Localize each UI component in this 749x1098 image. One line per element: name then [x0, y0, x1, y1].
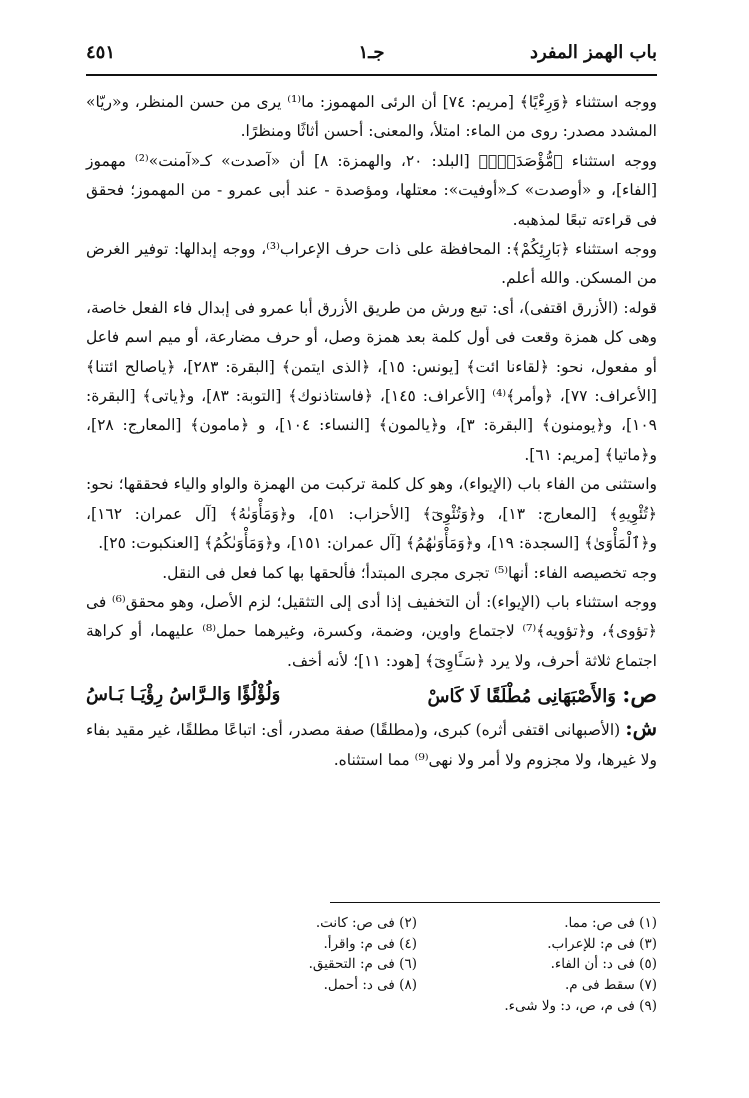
footnote-row — [170, 913, 657, 934]
verse-label: ص: — [622, 682, 657, 709]
paragraph-3: ووجه استثناء ﴿بَارِئِكُمْ﴾: المحافظة على ذات حرف الإعراب⁽³⁾، ووجه إبدالها: توفير الغرض من المسكن. والله أعلم. — [86, 240, 658, 288]
footnote-1: (١) فى ص: مما. — [564, 915, 657, 931]
footnote-2: (٢) فى ص: كانت. — [315, 915, 417, 931]
paragraph-2: ووجه استثناء ﴿مُّؤْصَدَةٌۢ﴾ [البلد: ٢٠، والهمزة: ٨] أن «آصدت» كـ«آمنت»⁽²⁾ مهموز [الفاء]، و «أوصدت» كـ«أوفيت»: معتلها، ومؤصدة - عند أبى عمرو - من المهموز؛ فحقق فى قراءته تبعًا لمذهبه. — [86, 151, 657, 229]
commentary-label: ش: — [625, 716, 657, 741]
verse-right-hemistich: ص: وَالأَصْبَهَانِى مُطْلَقًا لَا كَاسْ — [427, 682, 657, 709]
paragraph-1: ووجه استثناء ﴿وَرِءْيًا﴾ [مريم: ٧٤] أن الرئى المهموز: ما⁽¹⁾ يرى من حسن المنظر، و«ريّا» المشدد مصدر: روى من الماء: امتلأ، والمعنى: أحسن أثاثًا ومنظرًا. — [86, 93, 657, 141]
footnote-divider — [330, 902, 660, 903]
footnote-6: (٦) فى م: التحقيق. — [308, 956, 417, 973]
footnote-7: (٧) سقط فى م. — [564, 977, 657, 994]
commentary-paragraph — [86, 714, 657, 775]
poem-verse — [86, 678, 657, 714]
paragraph-7: ووجه استثناء باب (الإيواء): أن التخفيف إذا أدى إلى التثقيل؛ لزم الأصل، وهو محقق⁽⁶⁾ فى ﴿تؤوى﴾، و﴿تؤويه﴾⁽⁷⁾ لاجتماع واوين، وضمة، وكسرة، وغيرهما حمل⁽⁸⁾ عليهما، أو كراهة اجتماع ثلاثة أحرف، ولا يرد ﴿سَـَٔاوِىٓ﴾ [هود: ١١]؛ لأنه أخف. — [86, 592, 658, 670]
footnote-row — [170, 996, 657, 1017]
main-text — [86, 88, 657, 775]
page-header — [86, 40, 657, 76]
footnote-row — [170, 934, 657, 955]
page-number: ٤٥١ — [86, 42, 116, 63]
volume-label: جـ١ — [358, 42, 385, 63]
footnote-4: (٤) فى م: واقرأ. — [323, 935, 417, 952]
footnote-5: (٥) فى د: أن الفاء. — [550, 956, 657, 973]
paragraph-4: قوله: (الأزرق اقتفى)، أى: تبع ورش من طريق الأزرق أبا عمرو فى إبدال فاء الفعل خاصة، وهى كل همزة وقعت فى أول كلمة بعد همزة وصل، أو حرف مضارعة، أو ميم اسم فاعل أو مفعول، نحو: ﴿لقاءنا ائت﴾ [يونس: ١٥]، ﴿الذى ايتمن﴾ [البقرة: ٢٨٣]، ﴿ياصالح ائتنا﴾ [الأعراف: ٧٧]، ﴿وأمر﴾⁽⁴⁾ [الأعراف: ١٤٥]، ﴿فاستاذنوك﴾ [التوبة: ٨٣]، و﴿ياتى﴾ [البقرة: ١٠٩]، و﴿يومنون﴾ [البقرة: ٣]، و﴿يالمون﴾ [النساء: ١٠٤]، و ﴿مامون﴾ [المعارج: ٢٨]، و﴿ماتيا﴾ [مريم: ٦١]. — [86, 298, 657, 464]
chapter-title: باب الهمز المفرد — [529, 42, 657, 63]
footnote-8: (٨) فى د: أحمل. — [323, 977, 417, 994]
footnote-row — [170, 954, 657, 975]
paragraph-6: وجه تخصيصه الفاء: أنها⁽⁵⁾ تجرى مجرى المبتدأ؛ فألحقها بها كما فعل فى النقل. — [162, 563, 657, 582]
verse-left-hemistich: وَلُؤْلُؤًا وَالـرَّاسُ رِؤْيَـا بَـاسُ — [86, 684, 281, 706]
footnote-3: (٣) فى م: للإعراب. — [547, 935, 657, 952]
commentary-text: (الأصبهانى اقتفى أثره) كبرى، و(مطلقًا) صفة مصدر، أى: اتباعًا مطلقًا، غير مقيد بفاء ولا غيرها، ولا مجزوم ولا أمر ولا نهى⁽⁹⁾ مما استثناه. — [86, 721, 657, 769]
paragraph-5: واستثنى من الفاء باب (الإيواء)، وهو كل كلمة تركبت من الهمزة والواو والياء فحققها؛ نحو: ﴿تُئْوِيهِ﴾ [المعارج: ١٣]، و﴿وَتُئْوِىٓ﴾ [الأحزاب: ٥١]، و﴿وَمَأْوَىٰهُ﴾ [آل عمران: ١٦٢]، و﴿ٱلْمَأْوَىٰ﴾ [السجدة: ١٩]، و﴿وَمَأْوَىٰهُمُ﴾ [آل عمران: ١٥١]، و﴿وَمَأْوَىٰكُمُ﴾ [العنكبوت: ٢٥]. — [86, 475, 657, 553]
footnotes — [170, 913, 657, 1017]
footnote-row — [170, 975, 657, 996]
footnote-9: (٩) فى م، ص، د: ولا شىء. — [504, 997, 657, 1014]
